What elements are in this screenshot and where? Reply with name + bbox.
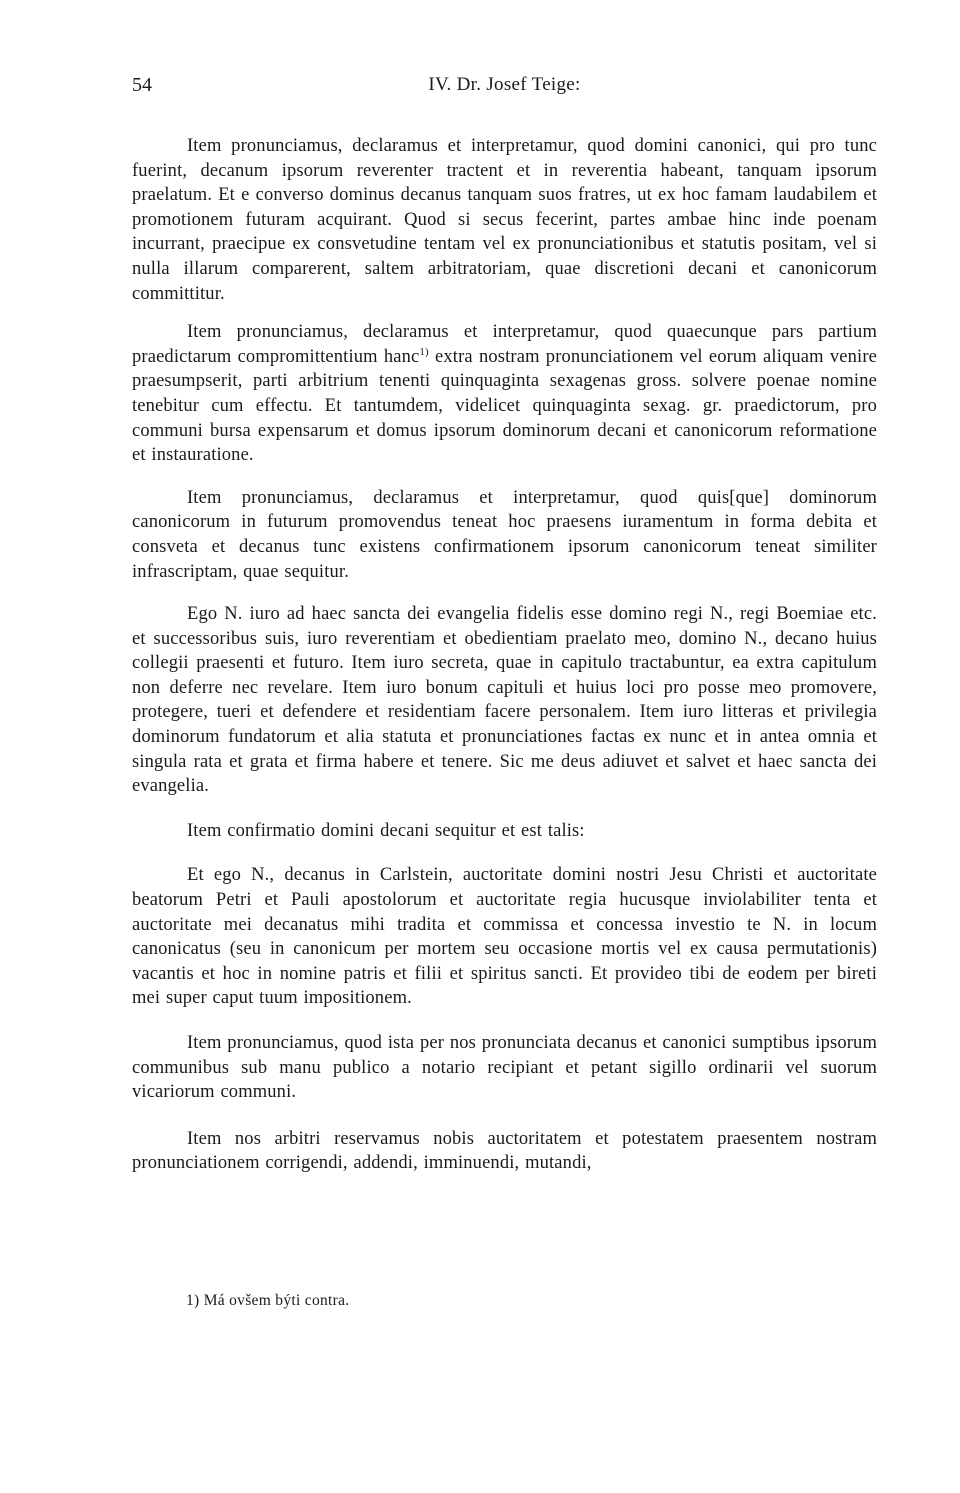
paragraph-6-confirmation: Et ego N., decanus in Carlstein, auctoritate domini nostri Jesu Christi et auctoritate beatorum Petri et Pauli apostolorum et auctoritate regia hucusque inviolabiliter tenta et auctoritate mei decanatus mihi tradita et commissa et concessa investio te N. in locum canonicatus (seu in canonicum per mortem seu occasione mortis vel ex causa permutationis) vacantis et hoc in nomine patris et filii et spiritus sancti. Et provideo tibi de eodem per bireti mei super caput tuum impositionem. [132, 865, 877, 1009]
body-text [132, 134, 877, 1176]
paragraph-8: Item nos arbitri reservamus nobis auctoritatem et potestatem praesentem nostram pronunciationem corrigendi, addendi, imminuendi, mutandi, [132, 1128, 877, 1174]
paragraph-2 [132, 320, 877, 468]
paragraph-4-oath: Ego N. iuro ad haec sancta dei evangelia fidelis esse domino regi N., regi Boemiae etc. et successoribus suis, iuro reverentiam et obedientiam praelato meo, domino N., decano huius collegii praesenti et futuro. Item iuro secreta, quae in capitulo tractabuntur, ea extra capitulum non deferre nec revelare. Item iuro bonum capituli et huius loci pro posse meo promovere, protegere, tueri et defendere et residentiam facere personalem. Item iuro litteras et privilegia dominorum fundatorum et alia statuta et pronunciationes factas ex nunc et in antea omnia et singula rata et grata et firma habere et tenere. Sic me deus adiuvet et salvet et haec sancta dei evangelia. [132, 604, 877, 797]
page-number: 54 [132, 74, 152, 96]
footnote-mark: 1) [186, 1292, 200, 1309]
paragraph-5: Item confirmatio domini decani sequitur et est talis: [187, 820, 585, 841]
footnote [186, 1292, 349, 1310]
page [132, 70, 877, 1190]
paragraph-3: Item pronunciamus, declaramus et interpretamur, quod quis[que] dominorum canonicorum in futurum promovendus teneat hoc praesens iuramentum in forma debita et consveta et decanus tunc existens confirmationem ipsorum canonicorum teneat similiter infrascriptam, quae sequitur. [132, 487, 877, 582]
footnote-text: Má ovšem býti contra. [199, 1292, 350, 1309]
paragraph-7: Item pronunciamus, quod ista per nos pronunciata decanus et canonici sumptibus ipsorum communibus sub manu publico a notario recipiant et petant sigillo ordinarii vel suorum vicariorum communi. [132, 1033, 877, 1103]
paragraph-2-before-note: Item pronunciamus, declaramus et interpretamur, quod quaecunque pars partium praedictarum compromittentium hanc [132, 322, 877, 367]
page-header [132, 70, 877, 104]
paragraph-1: Item pronunciamus, declaramus et interpretamur, quod domini canonici, qui pro tunc fuerint, decanum ipsorum reverenter tractent et in reverentia habeant, tanquam ipsorum praelatum. Et e converso dominus decanus tanquam suos fratres, ut ex hoc famam laudabilem et promotionem futuram acquirant. Quod si secus fecerint, partes ambae hinc inde poenam incurrant, praecipue ex consvetudine tentam vel ex pronunciationibus et statutis positam, vel si nulla illarum comparerent, saltem arbitratoriam, quae discretioni decani et canonicorum committitur. [132, 136, 877, 304]
running-head: IV. Dr. Josef Teige: [428, 74, 581, 95]
paragraph-2-after-note: extra nostram pronunciationem vel eorum aliquam venire praesumpserit, parti arbitrium tenenti quinquaginta sexagenas gross. solvere poenae nomine tenebitur cum effectu. Et tantumdem, videlicet quinquaginta sexag. gr. praedictorum, pro communi bursa expensarum et domus ipsorum dominorum decani et canonicorum reformatione et instauratione. [132, 346, 877, 466]
footnote-reference: 1) [419, 345, 429, 358]
